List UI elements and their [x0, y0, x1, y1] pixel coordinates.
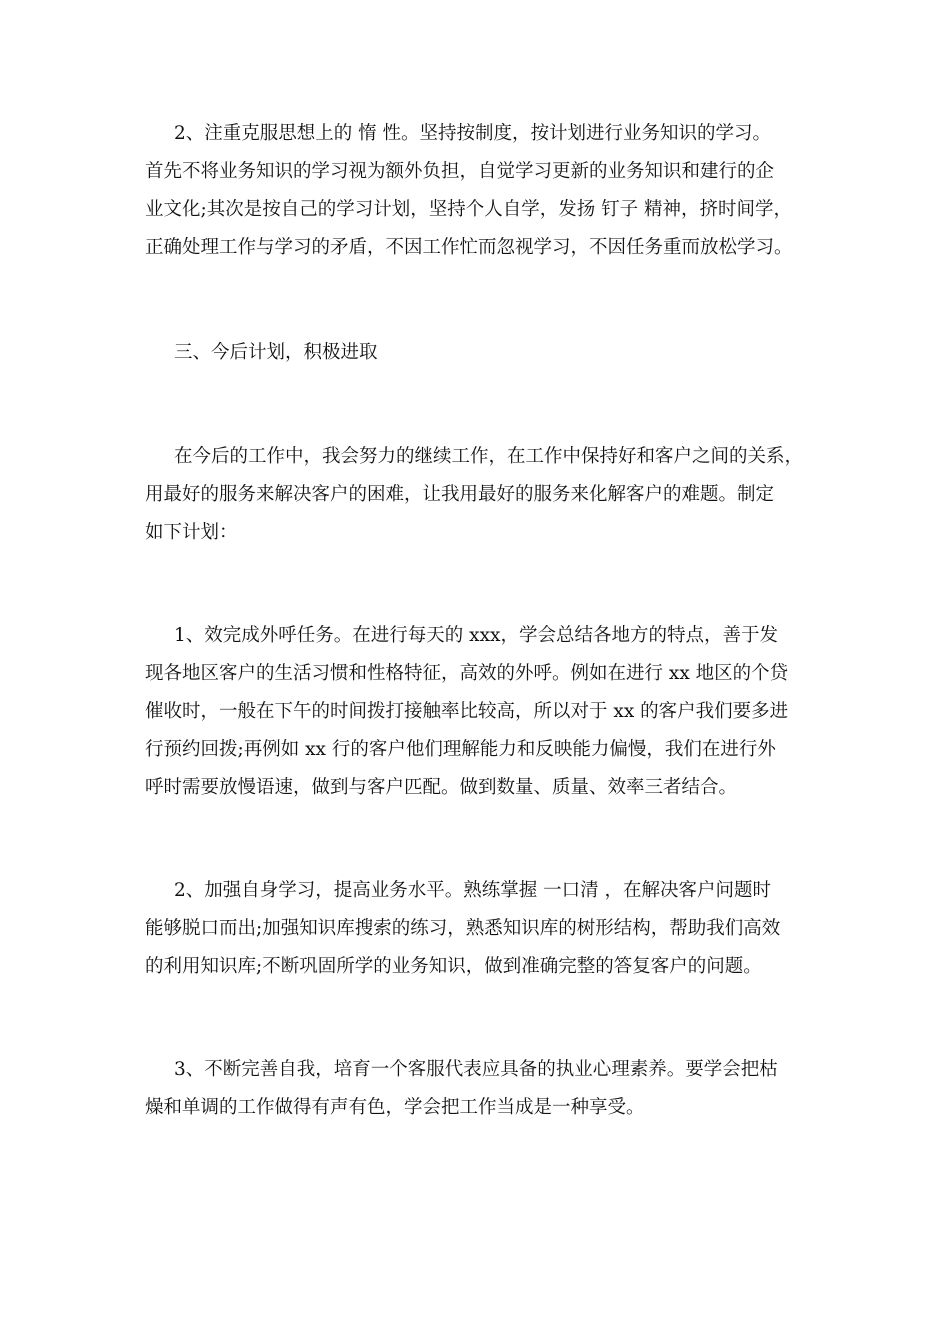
paragraph-2-line-3: 如下计划： [145, 522, 238, 543]
paragraph-1-line-4: 正确处理工作与学习的矛盾，不因工作忙而忽视学习，不因任务重而放松学习。 [145, 237, 793, 258]
paragraph-1-line-1: 2、注重克服思想上的 惰 性。坚持按制度，按计划进行业务知识的学习。 [174, 123, 772, 144]
paragraph-5-line-2: 燥和单调的工作做得有声有色，学会把工作当成是一种享受。 [145, 1097, 645, 1118]
paragraph-3-line-4: 行预约回拨;再例如 xx 行的客户他们理解能力和反映能力偏慢，我们在进行外 [145, 739, 776, 760]
paragraph-4-line-2: 能够脱口而出;加强知识库搜索的练习，熟悉知识库的树形结构，帮助我们高效 [145, 918, 781, 939]
paragraph-1-line-3: 业文化;其次是按自己的学习计划，坚持个人自学，发扬 钉子 精神，挤时间学， [145, 199, 792, 220]
paragraph-3-line-1: 1、效完成外呼任务。在进行每天的 xxx，学会总结各地方的特点，善于发 [174, 625, 778, 646]
paragraph-4-line-1: 2、加强自身学习，提高业务水平。熟练掌握 一口清 ，在解决客户问题时 [174, 880, 772, 901]
section-heading: 三、今后计划，积极进取 [174, 342, 378, 363]
paragraph-4-line-3: 的利用知识库;不断巩固所学的业务知识，做到准确完整的答复客户的问题。 [145, 956, 762, 977]
paragraph-5-line-1: 3、不断完善自我，培育一个客服代表应具备的执业心理素养。要学会把枯 [174, 1059, 778, 1080]
paragraph-3-line-5: 呼时需要放慢语速，做到与客户匹配。做到数量、质量、效率三者结合。 [145, 777, 738, 798]
paragraph-3-line-3: 催收时，一般在下午的时间拨打接触率比较高，所以对于 xx 的客户我们要多进 [145, 701, 789, 722]
paragraph-2-line-2: 用最好的服务来解决客户的困难，让我用最好的服务来化解客户的难题。制定 [145, 484, 775, 505]
paragraph-2-line-1: 在今后的工作中，我会努力的继续工作，在工作中保持好和客户之间的关系， [174, 446, 804, 467]
paragraph-3-line-2: 现各地区客户的生活习惯和性格特征，高效的外呼。例如在进行 xx 地区的个贷 [145, 663, 789, 684]
paragraph-1-line-2: 首先不将业务知识的学习视为额外负担，自觉学习更新的业务知识和建行的企 [145, 161, 775, 182]
